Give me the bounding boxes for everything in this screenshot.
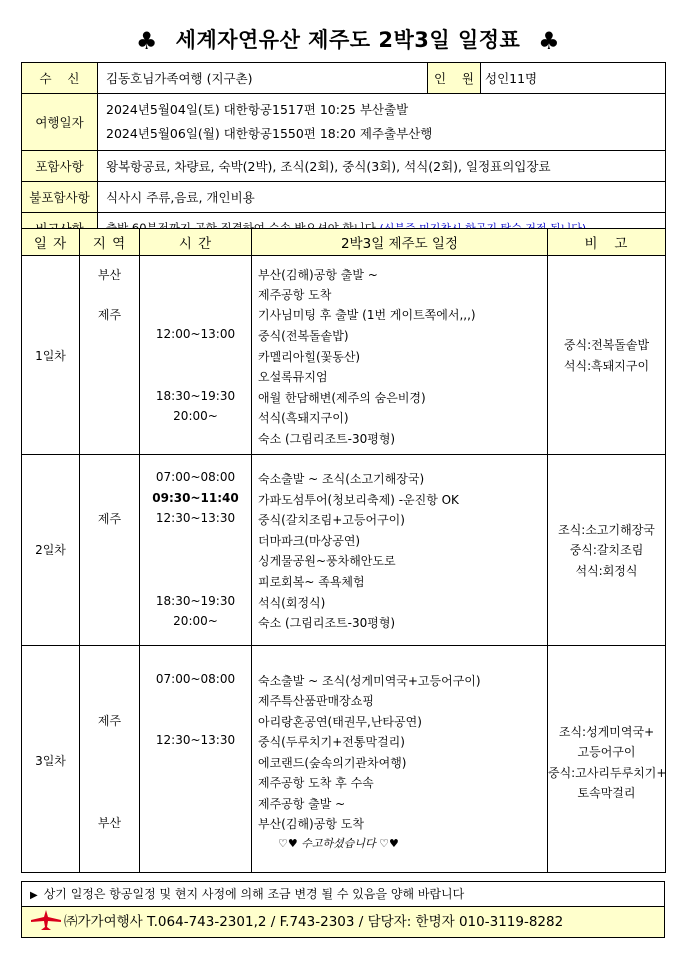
itinerary-item: 카멜리아힐(꽃동산) bbox=[258, 350, 361, 364]
meal-note: 중식:고사리두루치기+ bbox=[548, 766, 667, 780]
included-label: 포함사항 bbox=[22, 151, 98, 182]
time-label: 07:00~08:00 bbox=[155, 672, 236, 686]
meal-note: 토속막걸리 bbox=[577, 786, 636, 800]
itinerary-item: 제주공항 출발 ~ bbox=[258, 797, 346, 811]
closing-message: ♡♥ 수고하셨습니다 ♡♥ bbox=[278, 837, 399, 850]
people-value: 성인11명 bbox=[481, 63, 666, 94]
time-label: 09:30~11:40 bbox=[152, 491, 239, 505]
region-label: 제주 bbox=[97, 308, 122, 322]
time-label: 18:30~19:30 bbox=[155, 389, 236, 403]
day-label: 1일차 bbox=[35, 349, 66, 363]
meal-note: 조식:소고기해장국 bbox=[558, 523, 655, 537]
itinerary-item: 제주공항 도착 후 수속 bbox=[258, 776, 374, 790]
dates-label: 여행일자 bbox=[22, 94, 98, 151]
note-cell bbox=[548, 646, 666, 873]
itinerary-item: 중식(전복돌솥밥) bbox=[258, 329, 349, 343]
day-label: 3일차 bbox=[35, 754, 66, 768]
time-label: 20:00~ bbox=[173, 409, 218, 423]
recipient-value: 김동호님가족여행 (지구촌) bbox=[98, 63, 428, 94]
company-footer bbox=[21, 906, 665, 938]
itinerary-item: 석식(회정식) bbox=[258, 596, 326, 610]
meal-note: 고등어구이 bbox=[577, 745, 636, 759]
time-label: 18:30~19:30 bbox=[155, 594, 236, 608]
excluded-value: 식사시 주류,음료, 개인비용 bbox=[98, 182, 666, 213]
time-label: 20:00~ bbox=[173, 614, 218, 628]
day-cell bbox=[22, 646, 80, 873]
people-label: 인 원 bbox=[428, 63, 481, 94]
itinerary-item: 피로회복~ 족욕체험 bbox=[258, 575, 365, 589]
itinerary-item: 오설록뮤지엄 bbox=[258, 370, 328, 384]
return-flight: 2024년5월06일(월) 대한항공1550편 18:20 제주출부산행 bbox=[106, 126, 433, 141]
info-table bbox=[21, 62, 666, 244]
itinerary-item: 에코랜드(숲속의기관차여행) bbox=[258, 756, 407, 770]
note-cell bbox=[548, 256, 666, 455]
meal-note: 조식:성게미역국+ bbox=[558, 725, 655, 739]
dates-value bbox=[98, 94, 666, 151]
header-region: 지 역 bbox=[80, 229, 140, 256]
itinerary-item: 애월 한담해변(제주의 숨은비경) bbox=[258, 391, 426, 405]
region-cell bbox=[80, 256, 140, 455]
day-row bbox=[22, 646, 666, 873]
header-note: 비 고 bbox=[548, 229, 666, 256]
itinerary-item: 부산(김해)공항 출발 ~ bbox=[258, 268, 378, 282]
meal-note: 석식:흑돼지구이 bbox=[563, 359, 650, 373]
time-label: 12:30~13:30 bbox=[155, 511, 236, 525]
triangle-icon: ▶ bbox=[30, 890, 38, 901]
itinerary-item: 부산(김해)공항 도착 bbox=[258, 817, 364, 831]
note-cell bbox=[548, 455, 666, 646]
title-text: 세계자연유산 제주도 2박3일 일정표 bbox=[175, 28, 521, 52]
day-label: 2일차 bbox=[35, 543, 66, 557]
itinerary-item: 숙소 (그림리조트-30평형) bbox=[258, 616, 396, 630]
itinerary-item: 중식(갈치조림+고등어구이) bbox=[258, 513, 405, 527]
outbound-flight: 2024년5월04일(토) 대한항공1517편 10:25 부산출발 bbox=[106, 102, 409, 117]
included-value: 왕복항공료, 차량료, 숙박(2박), 조식(2회), 중식(3회), 석식(2회), 일정표의입장료 bbox=[98, 151, 666, 182]
itinerary-item: 아리랑혼공연(태권무,난타공연) bbox=[258, 715, 422, 729]
meal-note: 중식:갈치조림 bbox=[569, 543, 644, 557]
region-cell bbox=[80, 455, 140, 646]
time-label: 07:00~08:00 bbox=[155, 470, 236, 484]
header-time: 시 간 bbox=[140, 229, 252, 256]
day-cell bbox=[22, 455, 80, 646]
time-label: 12:30~13:30 bbox=[155, 733, 236, 747]
notice-text: 상기 일정은 항공일정 및 현지 사정에 의해 조금 변경 될 수 있음을 양해 바랍니다 bbox=[43, 887, 465, 901]
page-title bbox=[0, 24, 696, 55]
itinerary-item: 가파도섬투어(청보리축제) -운진항 OK bbox=[258, 493, 459, 507]
club-icon: ♣ bbox=[538, 27, 561, 55]
itinerary-item: 석식(흑돼지구이) bbox=[258, 411, 349, 425]
region-label: 부산 bbox=[97, 268, 122, 282]
recipient-label: 수 신 bbox=[22, 63, 98, 94]
region-label: 제주 bbox=[97, 714, 122, 728]
header-day: 일 자 bbox=[22, 229, 80, 256]
meal-note: 석식:회정식 bbox=[575, 564, 638, 578]
excluded-label: 불포함사항 bbox=[22, 182, 98, 213]
itinerary-item: 숙소출발 ~ 조식(성게미역국+고등어구이) bbox=[258, 674, 481, 688]
itinerary-item: 싱게물공원~풍차해안도로 bbox=[258, 554, 396, 568]
header-itinerary: 2박3일 제주도 일정 bbox=[252, 229, 548, 256]
time-cell bbox=[140, 646, 252, 873]
itinerary-item: 더마파크(마상공연) bbox=[258, 534, 361, 548]
day-row bbox=[22, 256, 666, 455]
time-cell bbox=[140, 256, 252, 455]
airplane-logo-icon bbox=[30, 909, 62, 931]
day-row bbox=[22, 455, 666, 646]
region-label: 제주 bbox=[97, 512, 122, 526]
region-cell bbox=[80, 646, 140, 873]
itinerary-item: 숙소출발 ~ 조식(소고기해장국) bbox=[258, 472, 425, 486]
time-label: 12:00~13:00 bbox=[155, 327, 236, 341]
itinerary-item: 중식(두루치기+전통막걸리) bbox=[258, 735, 405, 749]
itinerary-cell bbox=[252, 646, 548, 873]
schedule-table bbox=[21, 228, 666, 873]
itinerary-item: 기사님미팅 후 출발 (1번 게이트쪽에서,,,) bbox=[258, 308, 476, 322]
club-icon: ♣ bbox=[135, 27, 158, 55]
itinerary-item: 제주특산품판매장쇼핑 bbox=[258, 694, 374, 708]
day-cell bbox=[22, 256, 80, 455]
company-info: ㈜가가여행사 T.064-743-2301,2 / F.743-2303 / 담당자: 한명자 010-3119-8282 bbox=[64, 914, 564, 930]
itinerary-cell bbox=[252, 256, 548, 455]
itinerary-item: 제주공항 도착 bbox=[258, 288, 332, 302]
meal-note: 중식:전복돌솥밥 bbox=[563, 338, 650, 352]
region-label: 부산 bbox=[97, 816, 122, 830]
notice-row bbox=[21, 881, 665, 907]
time-cell bbox=[140, 455, 252, 646]
itinerary-cell bbox=[252, 455, 548, 646]
itinerary-item: 숙소 (그림리조트-30평형) bbox=[258, 432, 396, 446]
